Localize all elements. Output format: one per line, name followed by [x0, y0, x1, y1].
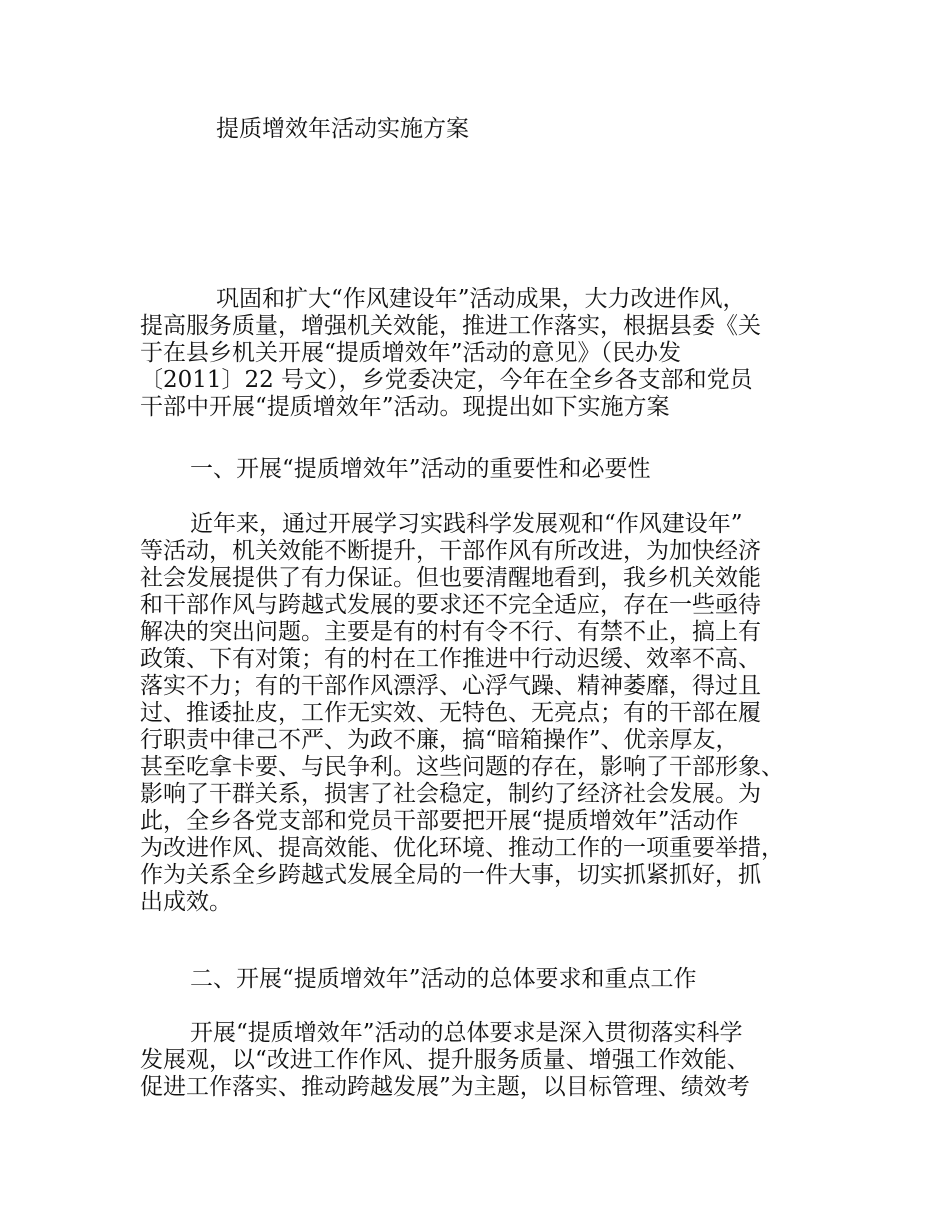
section2-heading	[140, 966, 830, 993]
paragraph-line: 解决的突出问题。主要是有的村有令不行、有禁不止，搞上有	[140, 619, 761, 645]
paragraph-line: 为改进作风、提高效能、优化环境、推动工作的一项重要举措，	[140, 835, 784, 861]
paragraph-line: 和干部作风与跨越式发展的要求还不完全适应，存在一些亟待	[140, 592, 761, 618]
paragraph-line: 影响了干群关系，损害了社会稳定，制约了经济社会发展。为	[140, 781, 761, 807]
paragraph-line: 开展“提质增效年”活动的总体要求是深入贯彻落实科学	[190, 1020, 743, 1046]
intro-line: 干部中开展“提质增效年”活动。现提出如下实施方案	[140, 394, 670, 420]
paragraph-line: 社会发展提供了有力保证。但也要清醒地看到，我乡机关效能	[140, 565, 761, 591]
document-title: 提质增效年活动实施方案	[216, 116, 469, 142]
intro-line: 提高服务质量，增强机关效能，推进工作落实，根据县委《关	[140, 313, 761, 339]
section-heading-text: 一、开展“提质增效年”活动的重要性和必要性	[190, 456, 651, 482]
intro-line: 巩固和扩大“作风建设年”活动成果，大力改进作风，	[216, 286, 746, 312]
paragraph-line: 行职责中律己不严、为政不廉，搞“暗箱操作”、优亲厚友，	[140, 727, 739, 753]
paragraph-line: 等活动，机关效能不断提升，干部作风有所改进，为加快经济	[140, 538, 761, 564]
intro-paragraph	[140, 286, 830, 421]
section1-heading	[140, 456, 830, 483]
paragraph-line: 发展观，以“改进工作作风、提升服务质量、增强工作效能、	[140, 1047, 750, 1073]
intro-line: 于在县乡机关开展“提质增效年”活动的意见》（民办发	[140, 340, 682, 366]
paragraph-line: 出成效。	[140, 889, 232, 915]
paragraph-line: 此，全乡各党支部和党员干部要把开展“提质增效年”活动作	[140, 808, 739, 834]
paragraph-line: 甚至吃拿卡要、与民争利。这些问题的存在，影响了干部形象、	[140, 754, 784, 780]
intro-line: 〔2011〕22 号文），乡党委决定，今年在全乡各支部和党员	[140, 367, 753, 393]
paragraph-line: 政策、下有对策；有的村在工作推进中行动迟缓、效率不高、	[140, 646, 761, 672]
paragraph-line: 促进工作落实、推动跨越发展”为主题，以目标管理、绩效考	[140, 1074, 750, 1100]
paragraph-line: 落实不力；有的干部作风漂浮、心浮气躁、精神萎靡，得过且	[140, 673, 761, 699]
section2-paragraph	[140, 1020, 830, 1101]
paragraph-line: 近年来，通过开展学习实践科学发展观和“作风建设年”	[190, 511, 743, 537]
paragraph-line: 作为关系全乡跨越式发展全局的一件大事，切实抓紧抓好，抓	[140, 862, 761, 888]
section-heading-text: 二、开展“提质增效年”活动的总体要求和重点工作	[190, 966, 697, 992]
section1-paragraph	[140, 511, 830, 916]
paragraph-line: 过、推诿扯皮，工作无实效、无特色、无亮点；有的干部在履	[140, 700, 761, 726]
